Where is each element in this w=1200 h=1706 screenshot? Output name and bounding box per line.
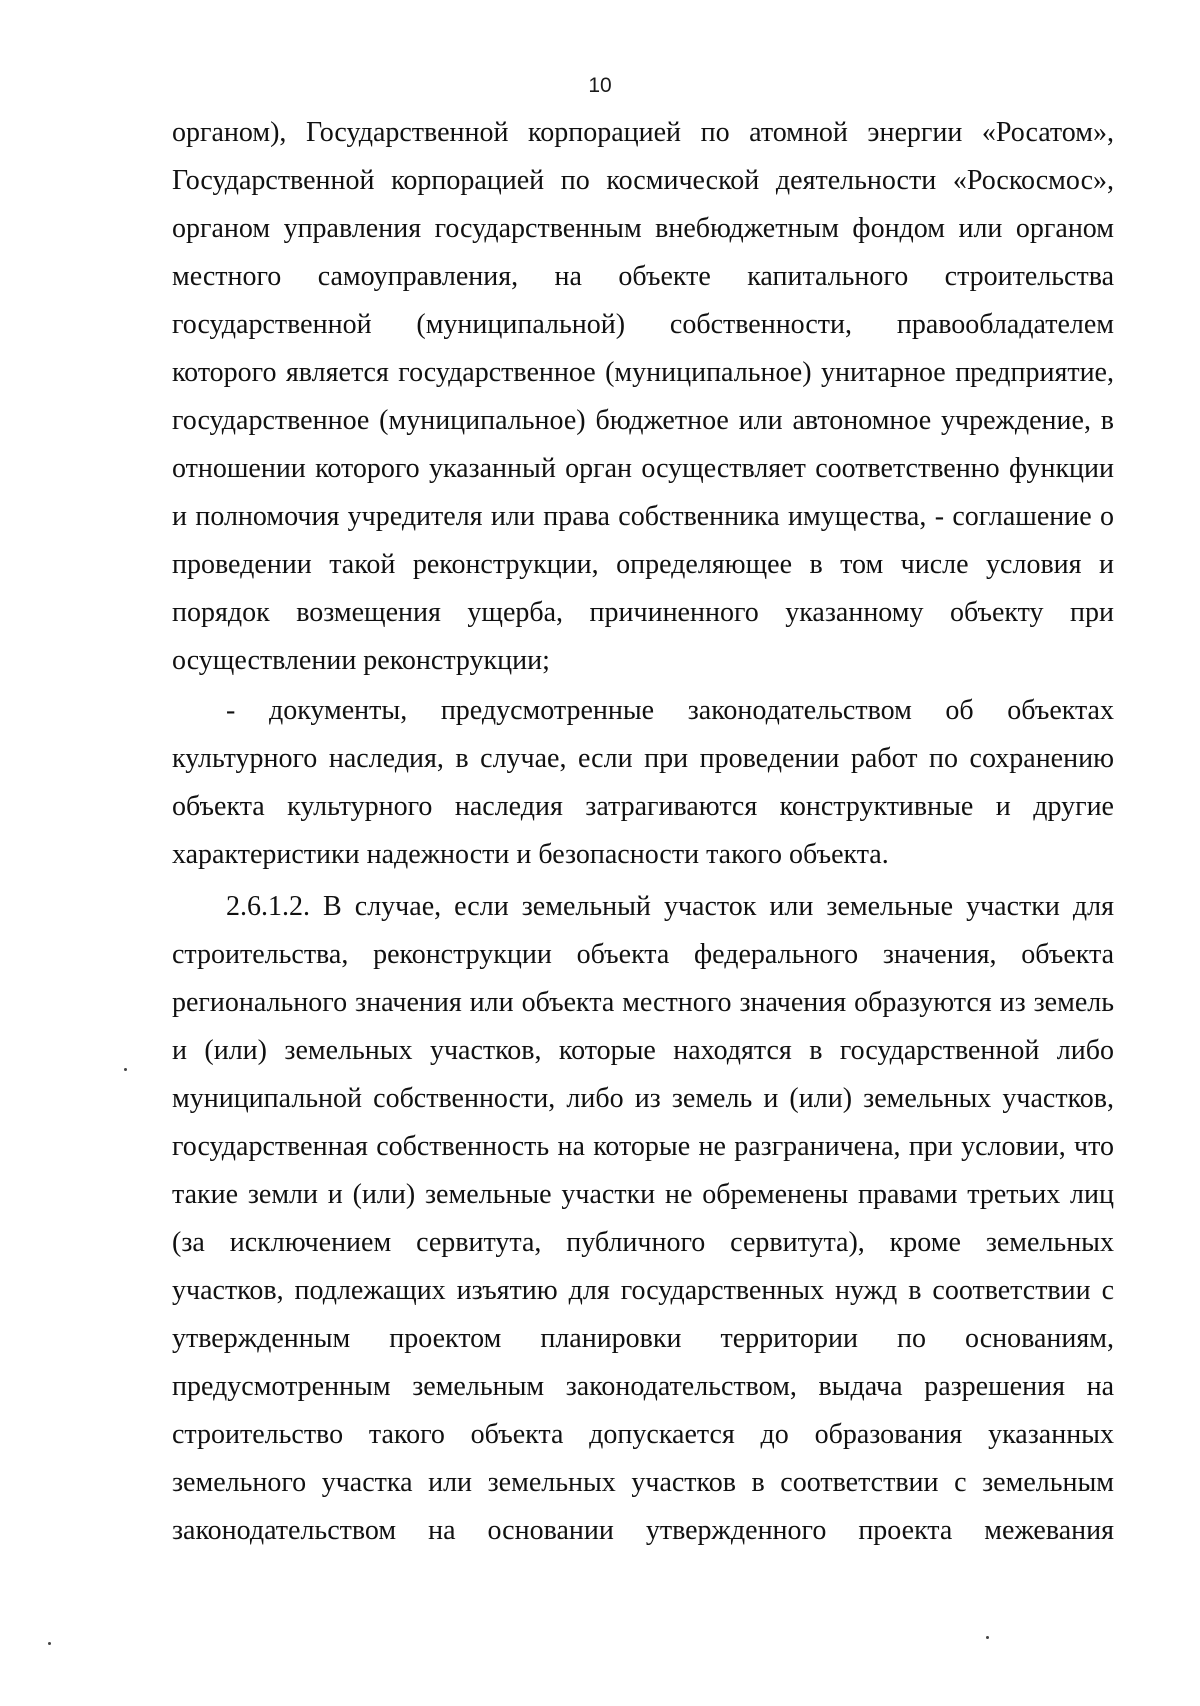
text-line: и (или) земельных участков, которые находятся в государственной либо	[172, 1035, 1114, 1066]
text-line: (за исключением сервитута, публичного сервитута), кроме земельных	[172, 1227, 1114, 1258]
text-line: участков, подлежащих изъятию для государственных нужд в соответствии с	[172, 1275, 1114, 1306]
text-line: которого является государственное (муниципальное) унитарное предприятие,	[172, 357, 1114, 388]
text-line: земельного участка или земельных участков в соответствии с земельным	[172, 1467, 1114, 1498]
scan-speck	[48, 1642, 51, 1645]
text-line: строительство такого объекта допускается до образования указанных	[172, 1419, 1114, 1450]
text-line: утвержденным проектом планировки территории по основаниям,	[172, 1323, 1114, 1354]
text-line: проведении такой реконструкции, определяющее в том числе условия и	[172, 549, 1114, 580]
text-line: 2.6.1.2. В случае, если земельный участок или земельные участки для	[226, 891, 1114, 922]
text-line: органом управления государственным внебюджетным фондом или органом	[172, 213, 1114, 244]
page-number: 10	[588, 74, 612, 97]
scan-speck	[124, 1068, 127, 1071]
text-line: предусмотренным земельным законодательством, выдача разрешения на	[172, 1371, 1114, 1402]
text-line: муниципальной собственности, либо из земель и (или) земельных участков,	[172, 1083, 1114, 1114]
text-line: характеристики надежности и безопасности такого объекта.	[172, 839, 889, 870]
text-line: порядок возмещения ущерба, причиненного указанному объекту при	[172, 597, 1114, 628]
text-line: регионального значения или объекта местного значения образуются из земель	[172, 987, 1114, 1018]
text-line: и полномочия учредителя или права собственника имущества, - соглашение о	[172, 501, 1114, 532]
scan-speck	[986, 1636, 989, 1639]
text-line: отношении которого указанный орган осуществляет соответственно функции	[172, 453, 1114, 484]
text-line: органом), Государственной корпорацией по атомной энергии «Росатом»,	[172, 117, 1114, 148]
text-line: законодательством на основании утвержденного проекта межевания	[172, 1515, 1114, 1546]
text-line: государственной (муниципальной) собственности, правообладателем	[172, 309, 1114, 340]
text-line: строительства, реконструкции объекта федерального значения, объекта	[172, 939, 1114, 970]
text-line: - документы, предусмотренные законодательством об объектах	[226, 695, 1114, 726]
text-line: государственное (муниципальное) бюджетное или автономное учреждение, в	[172, 405, 1114, 436]
text-line: государственная собственность на которые не разграничена, при условии, что	[172, 1131, 1114, 1162]
text-line: осуществлении реконструкции;	[172, 645, 550, 676]
text-line: объекта культурного наследия затрагиваются конструктивные и другие	[172, 791, 1114, 822]
text-line: Государственной корпорацией по космической деятельности «Роскосмос»,	[172, 165, 1114, 196]
text-line: культурного наследия, в случае, если при проведении работ по сохранению	[172, 743, 1114, 774]
text-line: такие земли и (или) земельные участки не обременены правами третьих лиц	[172, 1179, 1114, 1210]
text-line: местного самоуправления, на объекте капитального строительства	[172, 261, 1114, 292]
